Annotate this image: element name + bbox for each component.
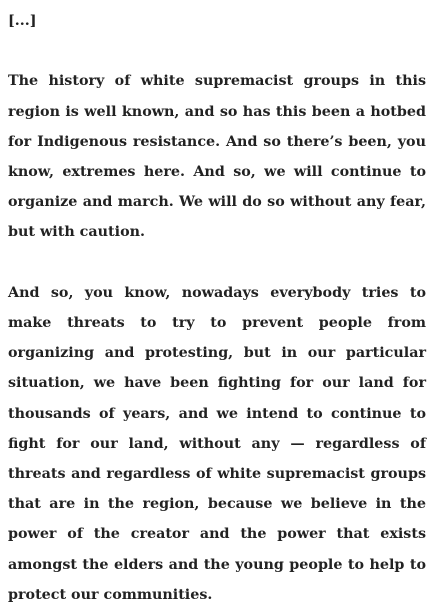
article-body bbox=[8, 6, 426, 610]
paragraph-1: The history of white supremacist groups in this region is well known, and so has this been a hotbed for Indigenous resistance. And so there’s been, you know, extremes here. And so, we will continue to organize and march. We will do so without any fear, but with caution. bbox=[8, 73, 426, 241]
paragraph-2: And so, you know, nowadays everybody tries to make threats to try to prevent people from organizing and protesting, but in our particular situation, we have been fighting for our land for thousands of years, and we intend to continue to fight for our land, without any — regardless of threats and regardless of white supremacist groups that are in the region, because we believe in the power of the creator and the power that exists amongst the elders and the young people to help to protect our communities. bbox=[8, 284, 426, 603]
ellipsis-marker: [...] bbox=[8, 13, 37, 29]
